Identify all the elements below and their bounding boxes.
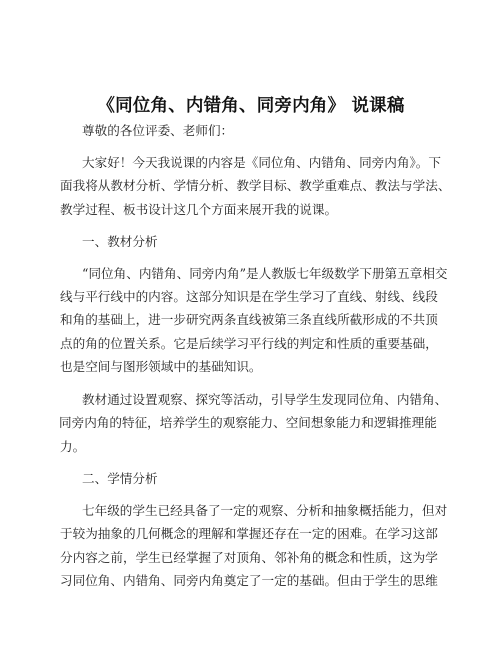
section1-para2-line-1: 教材通过设置观察、探究等活动，引导学生发现同位角、内错角、	[82, 392, 448, 407]
section1-para1-line-2: 线与平行线中的内容。这部分知识是在学生学习了直线、射线、线段	[60, 289, 438, 304]
intro-line-2: 面我将从教材分析、学情分析、教学目标、教学重难点、教法与学法、	[60, 178, 451, 193]
section1-para1-line-4: 点的角的位置关系。它是后续学习平行线的判定和性质的重要基础，	[60, 336, 438, 351]
section1-para1-line-1: “同位角、内错角、同旁内角”是人教版七年级数学下册第五章相交	[82, 266, 448, 281]
section2-para1-line-3: 分内容之前，学生已经掌握了对顶角、邻补角的概念和性质，这为学	[60, 550, 438, 565]
intro-line-1: 大家好！今天我说课的内容是《同位角、内错角、同旁内角》。下	[82, 155, 441, 170]
section-heading-textbook-analysis: 一、教材分析	[82, 234, 158, 249]
section2-para1-line-2: 于较为抽象的几何概念的理解和掌握还存在一定的困难。在学习这部	[60, 526, 438, 541]
section1-para1-line-5: 也是空间与图形领域中的基础知识。	[60, 359, 262, 374]
section1-para1-line-3: 和角的基础上，进一步研究两条直线被第三条直线所截形成的不共顶	[60, 312, 438, 327]
section1-para2-line-3: 力。	[60, 439, 86, 454]
greeting-text: 尊敬的各位评委、老师们：	[82, 123, 234, 138]
section2-para1-line-1: 七年级的学生已经具备了一定的观察、分析和抽象概括能力，但对	[82, 503, 448, 518]
section-heading-student-analysis: 二、学情分析	[82, 471, 158, 486]
intro-line-3: 教学过程、板书设计这几个方面来展开我的说课。	[60, 202, 338, 217]
document-title: 《同位角、内错角、同旁内角》 说课稿	[97, 96, 405, 116]
section2-para1-line-4: 习同位角、内错角、同旁内角奠定了一定的基础。但由于学生的思维	[60, 573, 438, 588]
section1-para2-line-2: 同旁内角的特征，培养学生的观察能力、空间想象能力和逻辑推理能	[59, 415, 437, 430]
